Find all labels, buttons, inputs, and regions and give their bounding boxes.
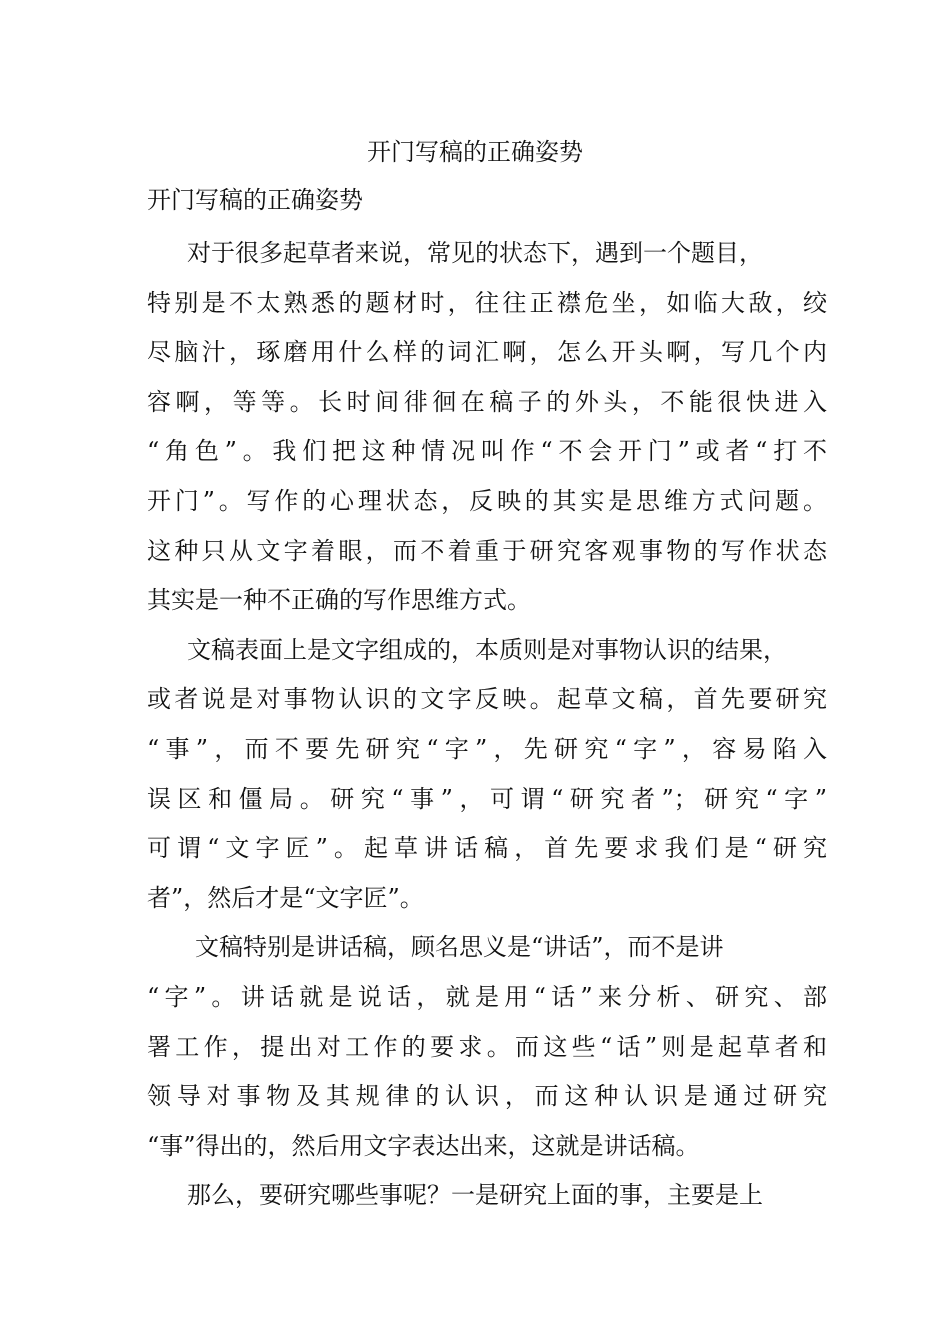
- paragraph-line: 对于很多起草者来说，常见的状态下，遇到一个题目，: [187, 239, 763, 267]
- paragraph-line: 特别是不太熟悉的题材时，往往正襟危坐，如临大敌，绞: [147, 288, 827, 317]
- paragraph-line: 误区和僵局。研究“事”，可谓“研究者”；研究“字”: [147, 784, 827, 813]
- document-title: 开门写稿的正确姿势: [367, 138, 583, 166]
- paragraph-line: 署工作，提出对工作的要求。而这些“话”则是起草者和: [147, 1032, 827, 1061]
- paragraph-line: 其实是一种不正确的写作思维方式。: [147, 586, 531, 615]
- paragraph-line: “事”得出的，然后用文字表达出来，这就是讲话稿。: [147, 1131, 700, 1160]
- paragraph-line: “事”，而不要先研究“字”，先研究“字”，容易陷入: [147, 734, 827, 763]
- paragraph-line: 文稿特别是讲话稿，顾名思义是“讲话”，而不是讲: [195, 933, 724, 962]
- paragraph-line: 容啊，等等。长时间徘徊在稿子的外头，不能很快进入: [147, 387, 827, 416]
- paragraph-line: 文稿表面上是文字组成的，本质则是对事物认识的结果，: [187, 635, 787, 664]
- document-subtitle: 开门写稿的正确姿势: [147, 186, 363, 214]
- paragraph-line: 开门”。写作的心理状态，反映的其实是思维方式问题。: [147, 486, 827, 515]
- paragraph-line: 可谓“文字匠”。起草讲话稿，首先要求我们是“研究: [147, 834, 827, 863]
- paragraph-line: 者”，然后才是“文字匠”。: [147, 883, 424, 912]
- paragraph-line: “角色”。我们把这种情况叫作“不会开门”或者“打不: [147, 437, 827, 466]
- paragraph-line: 领导对事物及其规律的认识，而这种认识是通过研究: [147, 1082, 827, 1111]
- paragraph-line: 这种只从文字着眼，而不着重于研究客观事物的写作状态: [147, 536, 827, 565]
- paragraph-line: 或者说是对事物认识的文字反映。起草文稿，首先要研究: [147, 685, 827, 714]
- paragraph-line: “字”。讲话就是说话，就是用“话”来分析、研究、部: [147, 982, 827, 1011]
- paragraph-line: 尽脑汁，琢磨用什么样的词汇啊，怎么开头啊，写几个内: [147, 338, 827, 367]
- paragraph-line: 那么，要研究哪些事呢？一是研究上面的事，主要是上: [187, 1181, 763, 1210]
- document-body: [147, 229, 827, 1221]
